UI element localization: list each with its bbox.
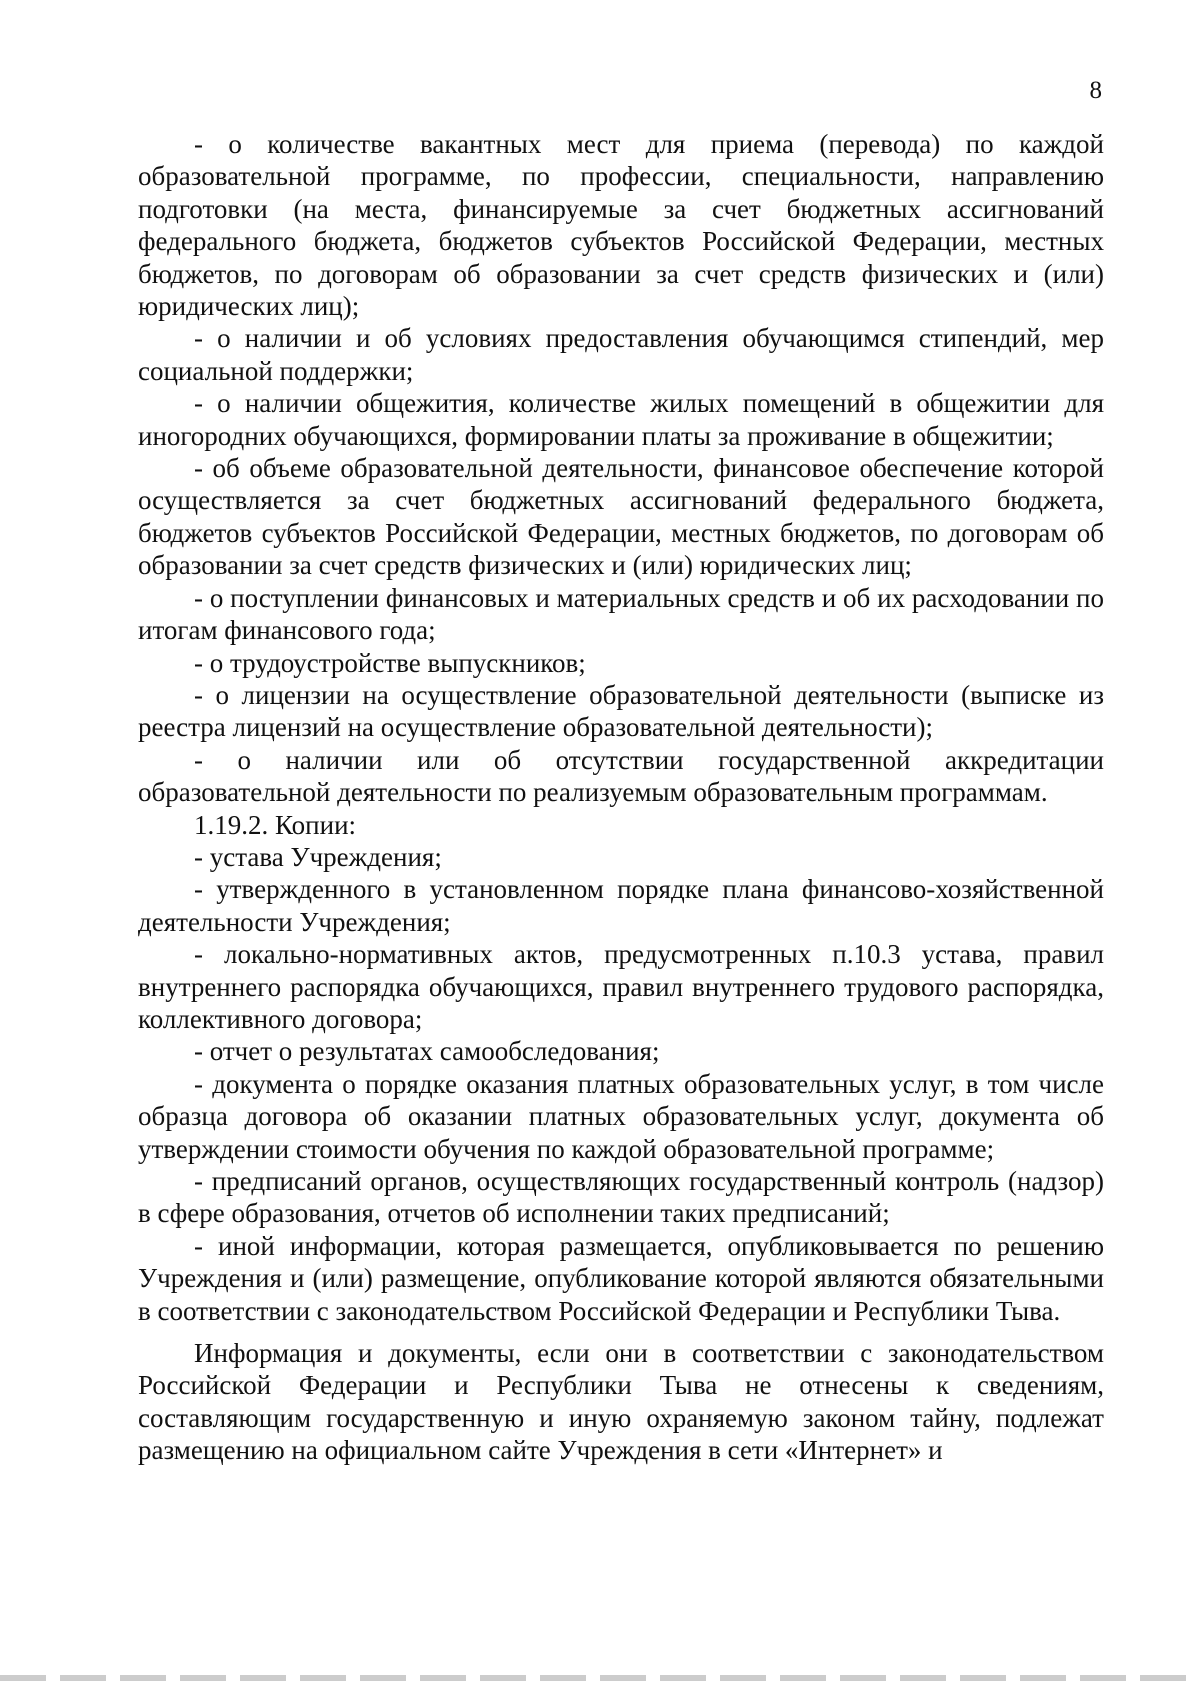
paragraph: - устава Учреждения; <box>194 841 442 872</box>
paragraph: - о количестве вакантных мест для приема (перевода) по каждой образовательной программе, по профессии, специальности, направлению подготовки (на места, финансируемые за счет бюджетных ассигнований федерального бюджета, бюджетов субъектов Российской Федерации, местных бюджетов, по договорам об образовании за счет средств физических и (или) юридических лиц); <box>138 129 1104 322</box>
scan-edge-artifact <box>0 1675 1200 1681</box>
document-body <box>138 128 1104 1467</box>
paragraph: - предписаний органов, осуществляющих государственный контроль (надзор) в сфере образования, отчетов об исполнении таких предписаний; <box>138 1166 1104 1229</box>
paragraph: - локально-нормативных актов, предусмотренных п.10.3 устава, правил внутреннего распорядка обучающихся, правил внутреннего трудового распорядка, коллективного договора; <box>138 939 1104 1034</box>
section-heading: 1.19.2. Копии: <box>194 809 357 840</box>
paragraph: - о лицензии на осуществление образовательной деятельности (выписке из реестра лицензий на осуществление образовательной деятельности); <box>138 679 1104 743</box>
paragraph: - о поступлении финансовых и материальных средств и об их расходовании по итогам финансового года; <box>138 582 1104 646</box>
paragraph: - отчет о результатах самообследования; <box>194 1036 660 1067</box>
paragraph: - о наличии или об отсутствии государственной аккредитации образовательной деятельности по реализуемым образовательным программам. <box>138 744 1104 808</box>
paragraph: - об объеме образовательной деятельности, финансовое обеспечение которой осуществляется за счет бюджетных ассигнований федерального бюджета, бюджетов субъектов Российской Федерации, местных бюджетов, по договорам об образовании за счет средств физических и (или) юридических лиц; <box>138 453 1104 581</box>
paragraph: Информация и документы, если они в соответствии с законодательством Российской Федерации и Республики Тыва не отнесены к сведениям, составляющим государственную и иную охраняемую законом тайну, подлежат размещению на официальном сайте Учреждения в сети «Интернет» и <box>138 1338 1104 1466</box>
paragraph: - утвержденного в установленном порядке плана финансово-хозяйственной деятельности Учреждения; <box>138 874 1104 937</box>
paragraph: - документа о порядке оказания платных образовательных услуг, в том числе образца договора об оказании платных образовательных услуг, документа об утверждении стоимости обучения по каждой образовательной программе; <box>138 1068 1104 1164</box>
paragraph: - о трудоустройстве выпускников; <box>194 647 586 678</box>
page-number: 8 <box>1089 77 1102 104</box>
paragraph: - о наличии и об условиях предоставления обучающимся стипендий, мер социальной поддержки; <box>138 323 1104 386</box>
paragraph: - о наличии общежития, количестве жилых помещений в общежитии для иногородних обучающихся, формировании платы за проживание в общежитии; <box>138 388 1104 451</box>
paragraph: - иной информации, которая размещается, опубликовывается по решению Учреждения и (или) размещение, опубликование которой являются обязательными в соответствии с законодательством Российской Федерации и Республики Тыва. <box>138 1230 1104 1326</box>
